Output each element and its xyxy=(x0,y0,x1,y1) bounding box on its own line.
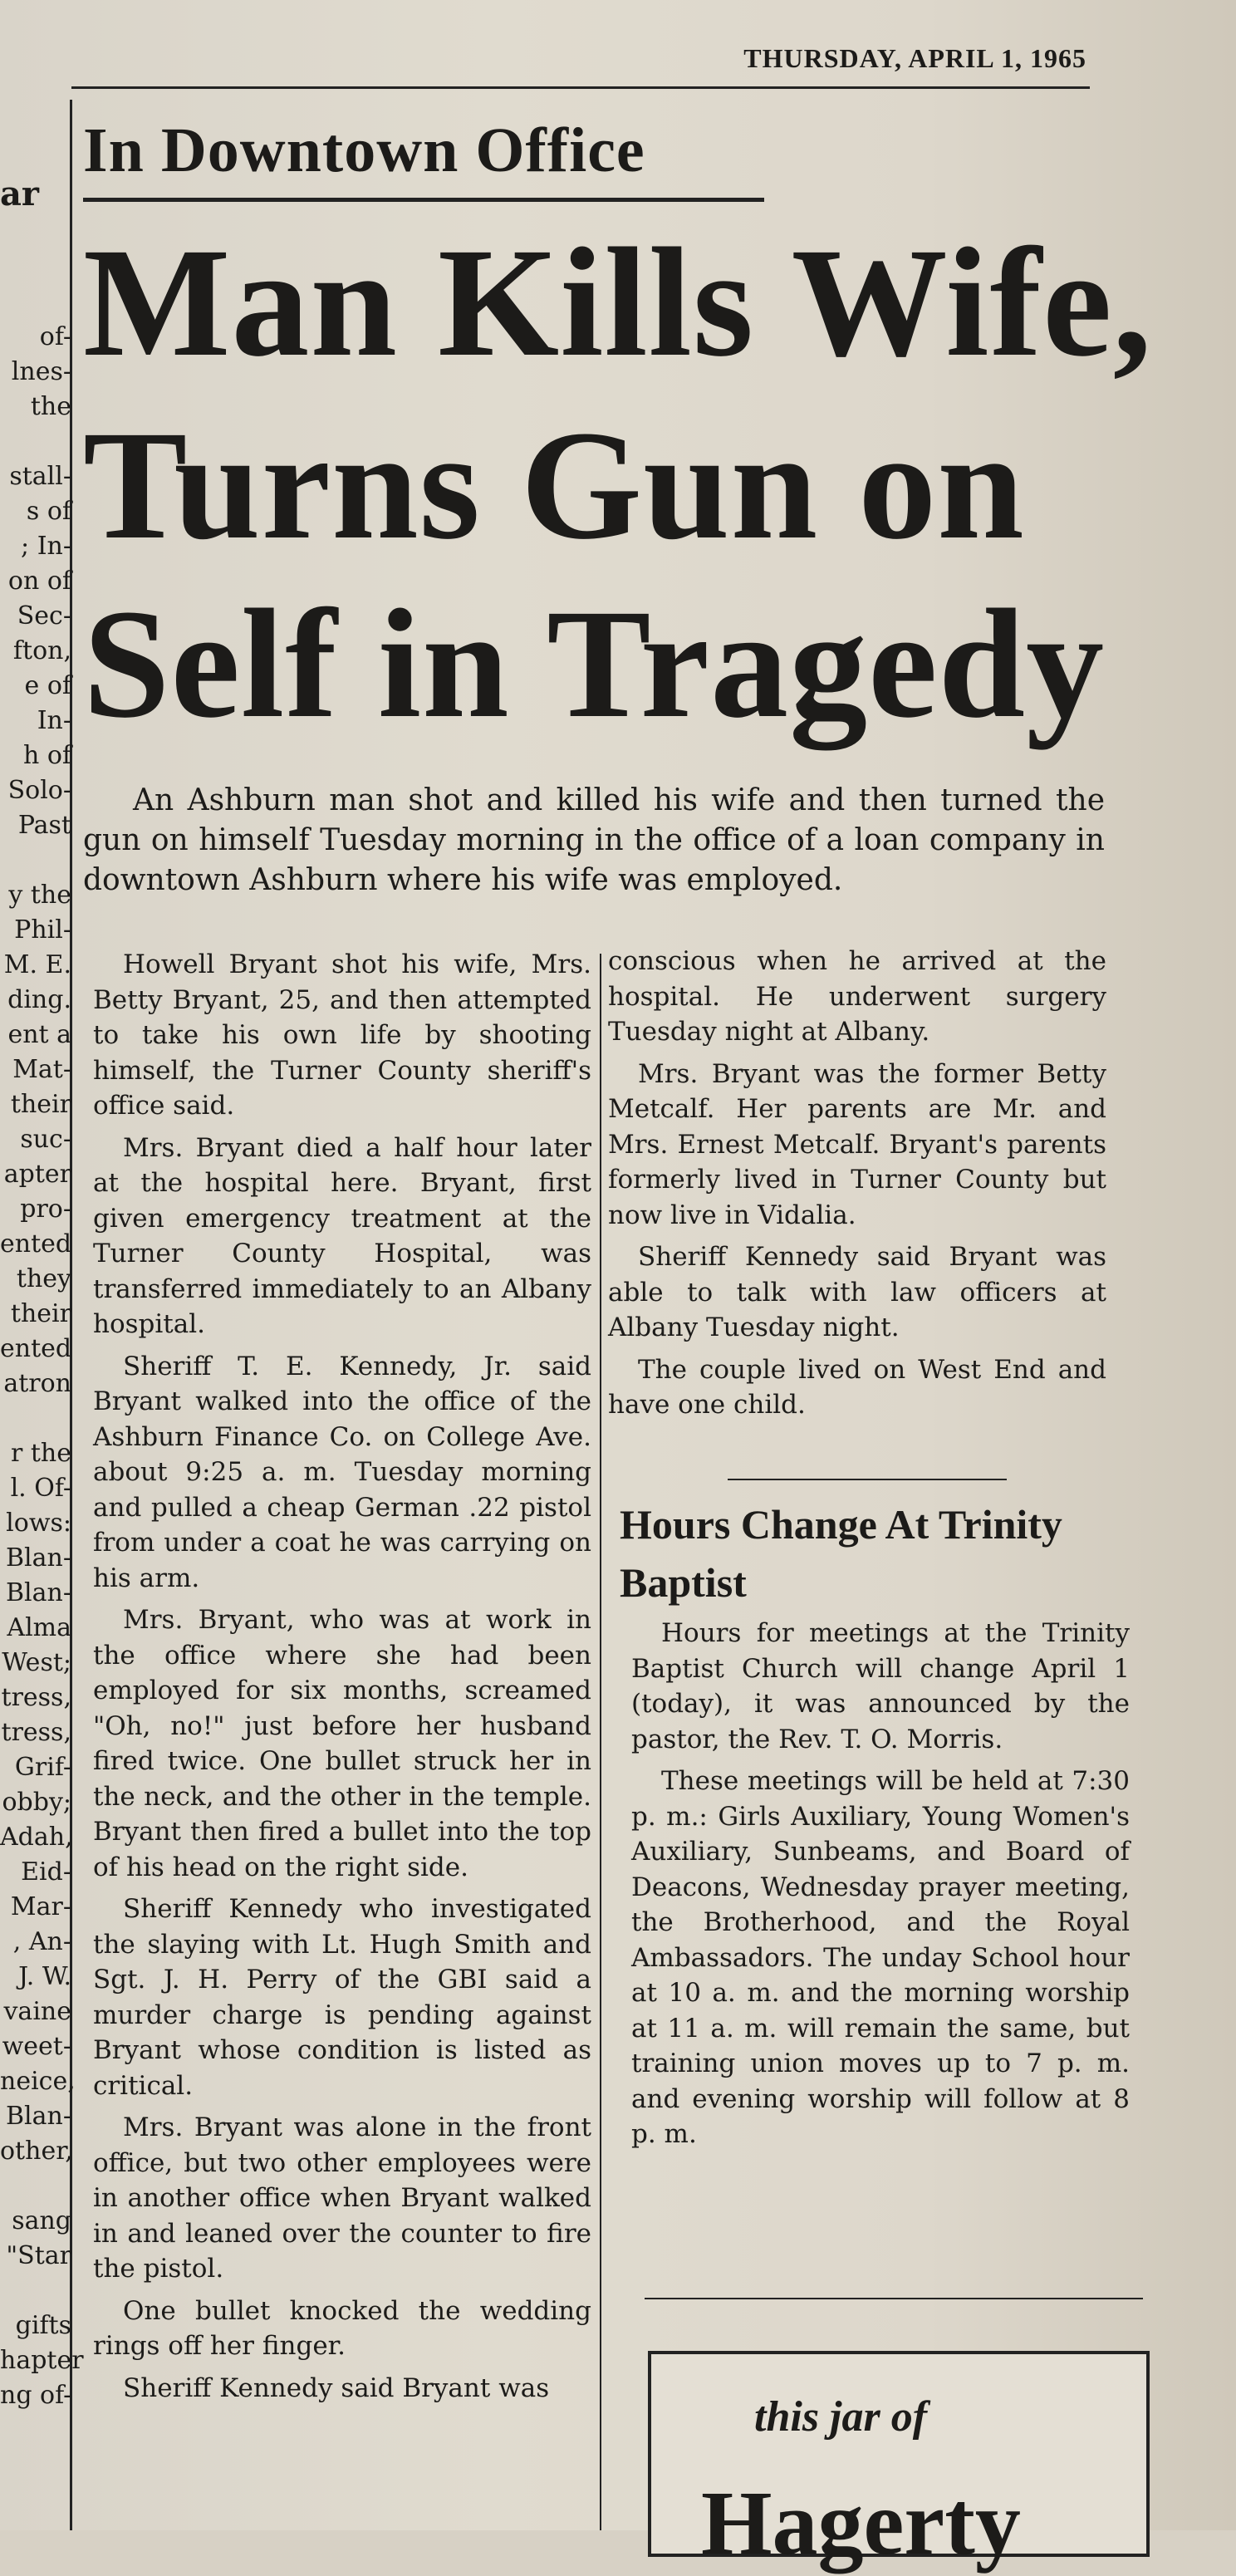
left-column-fragment: Blan- xyxy=(6,1578,71,1607)
left-column-fragment: other, xyxy=(0,2137,73,2166)
left-column-fragment: pro- xyxy=(20,1195,71,1224)
second-story-headline: Hours Change At Trinity Baptist xyxy=(620,1501,1062,1606)
headline-line-3: Self in Tragedy xyxy=(83,577,1106,750)
left-column-fragment: r the xyxy=(10,1439,71,1468)
left-column-fragment: of- xyxy=(39,322,71,351)
left-column-fragment: West; xyxy=(2,1648,71,1677)
story-paragraph: One bullet knocked the wedding rings off her finger. xyxy=(93,2295,591,2361)
story-column-2 xyxy=(608,944,1106,1430)
left-column-fragment: on of xyxy=(7,567,71,596)
column-divider xyxy=(600,954,601,2530)
left-column-fragment: ; In- xyxy=(21,532,71,561)
left-column-fragment: Solo- xyxy=(7,776,71,805)
left-column-fragment: Alma xyxy=(7,1613,71,1642)
left-column-fragment: suc- xyxy=(20,1125,71,1154)
left-column-fragment: Mar- xyxy=(10,1892,71,1921)
left-column-fragment: Grif- xyxy=(14,1753,71,1782)
left-column-fragment: sang xyxy=(12,2206,71,2235)
second-story-body xyxy=(631,1616,1130,2159)
left-column-fragment: ented xyxy=(0,1229,72,1259)
dateline: THURSDAY, APRIL 1, 1965 xyxy=(743,43,1086,73)
left-column-fragment xyxy=(0,2274,71,2309)
left-column-fragment: ent a xyxy=(7,1020,71,1049)
left-column-fragment xyxy=(0,424,71,459)
left-column-fragment xyxy=(0,843,71,878)
left-column-fragment: lows: xyxy=(6,1509,71,1538)
story-paragraph: Mrs. Bryant died a half hour later at the hospital here. Bryant, first given emergency treatment at the Turner County Hospital, was transferred immediately to an Albany hospital. xyxy=(93,1132,591,1339)
left-column-fragment: fton, xyxy=(12,636,71,665)
story-paragraph: Howell Bryant shot his wife, Mrs. Betty Bryant, 25, and then attempted to take his own life by shooting himself, the Turner County sheriff's office said. xyxy=(93,949,591,1121)
advertisement-box xyxy=(648,2351,1150,2574)
story-paragraph: Mrs. Bryant was the former Betty Metcalf. Her parents are Mr. and Mrs. Ernest Metcalf. Bryant's parents formerly lived in Turner County but now live in Vidalia. xyxy=(608,1058,1106,1230)
left-column-fragment xyxy=(0,2169,71,2204)
left-column-fragment: Blan- xyxy=(6,2102,71,2131)
masthead-rule xyxy=(71,86,1090,89)
kicker-headline: In Downtown Office xyxy=(83,115,645,185)
story-paragraph: Hours for meetings at the Trinity Baptist Church will change April 1 (today), it was announced by the pastor, the Rev. T. O. Morris. xyxy=(631,1618,1130,1754)
left-column-fragment: their xyxy=(10,1299,71,1328)
left-column-fragment: hapter xyxy=(0,2346,84,2375)
left-column-fragment: gifts xyxy=(15,2311,71,2340)
left-column-fragment: Mat- xyxy=(12,1055,71,1084)
story-paragraph: The couple lived on West End and have one child. xyxy=(608,1354,1106,1420)
left-column-fragment: Blan- xyxy=(6,1543,71,1573)
story-paragraph: These meetings will be held at 7:30 p. m.: Girls Auxiliary, Young Women's Auxiliary, Sunbeams, and Board of Deacons, Wednesday prayer meeting, the Brotherhood, and the Royal Ambassadors. The unday School hour at 10 a. m. and the morning worship at 11 a. m. will remain the same, but training union moves up to 7 p. m. and evening worship will follow at 8 p. m. xyxy=(631,1766,1130,2149)
left-column-fragment: Sec- xyxy=(17,601,71,631)
left-column-fragment: J. W. xyxy=(18,1962,71,1991)
story-paragraph: conscious when he arrived at the hospital. He underwent surgery Tuesday night at Albany. xyxy=(608,946,1106,1047)
left-column-fragment: ented xyxy=(0,1334,72,1363)
left-column-fragment: tress, xyxy=(1,1683,71,1712)
story-paragraph: Sheriff Kennedy said Bryant was xyxy=(123,2372,550,2403)
ad-separator-rule xyxy=(645,2298,1143,2299)
left-column-fragment: lnes- xyxy=(11,357,71,386)
left-column-fragment: vaine xyxy=(3,1997,71,2026)
left-column-fragment: Adah, xyxy=(0,1823,73,1852)
story-paragraph: Sheriff Kennedy who investigated the slaying with Lt. Hugh Smith and Sgt. J. H. Perry of the GBI said a murder charge is pending against Bryant whose condition is listed as critical. xyxy=(93,1894,591,2101)
left-column-fragment: tress, xyxy=(1,1718,71,1747)
story-column-1 xyxy=(93,947,591,2406)
left-column-fragment: Eid- xyxy=(21,1857,71,1887)
left-column-fragment: "Star xyxy=(6,2241,71,2270)
left-column-fragment: M. E. xyxy=(3,950,71,979)
left-column-fragment: Past xyxy=(17,811,71,840)
headline-line-1: Man Kills Wife, xyxy=(83,215,1153,389)
left-column-fragment: Phil- xyxy=(14,915,71,945)
left-column-fragment xyxy=(0,1401,71,1436)
left-column-fragment: ng of- xyxy=(0,2381,72,2410)
left-column-fragment: their xyxy=(10,1090,71,1119)
left-column-fragment: In- xyxy=(37,706,71,735)
left-column-fragment: apter xyxy=(3,1160,71,1189)
story-paragraph: Sheriff T. E. Kennedy, Jr. said Bryant walked into the office of the Ashburn Finance Co. on College Ave. about 9:25 a. m. Tuesday morning and pulled a cheap German .22 pistol from under a coat he was carrying on his arm. xyxy=(93,1351,591,1593)
left-column-fragment: obby; xyxy=(2,1788,71,1817)
left-column-fragment: neice, xyxy=(0,2067,76,2096)
left-column-fragment: the xyxy=(30,392,71,421)
left-column-fragment: h of xyxy=(22,741,71,770)
ad-line-1: this jar of xyxy=(754,2393,928,2441)
left-column-heading: ar xyxy=(0,174,39,213)
left-column-fragment: s of xyxy=(26,497,71,526)
left-column-fragment: atron xyxy=(3,1369,71,1398)
story-paragraph: Mrs. Bryant was alone in the front office, but two other employees were in another office when Bryant walked in and leaned over the counter to fire the pistol. xyxy=(93,2112,591,2284)
left-column-fragment: ding. xyxy=(7,985,71,1014)
headline-line-2: Turns Gun on xyxy=(83,398,1025,572)
lede-paragraph: An Ashburn man shot and killed his wife and then turned the gun on himself Tuesday morning in the office of a loan company in downtown Ashburn where his wife was employed. xyxy=(83,783,1105,897)
story-paragraph: Sheriff Kennedy said Bryant was able to talk with law officers at Albany Tuesday night. xyxy=(608,1242,1106,1342)
ad-line-2: Hagerty xyxy=(701,2472,1021,2574)
left-column-fragment: weet- xyxy=(2,2032,71,2061)
left-column-fragment: stall- xyxy=(9,462,71,491)
left-column-fragment: , An- xyxy=(12,1927,71,1956)
story-paragraph: Mrs. Bryant, who was at work in the office where she had been employed for six months, screamed "Oh, no!" just before her husband fired twice. One bullet struck her in the neck, and the other in the temple. Bryant then fired a bullet into the top of his head on the right side. xyxy=(93,1605,591,1882)
left-column-fragment: y the xyxy=(8,881,71,910)
kicker-rule xyxy=(83,198,764,202)
left-column-fragment: e of xyxy=(24,671,71,700)
story-end-rule xyxy=(728,1479,1007,1480)
left-column-fragment: they xyxy=(16,1264,71,1293)
left-column-fragment: l. Of- xyxy=(10,1474,71,1503)
left-column-fragments xyxy=(0,320,84,2413)
